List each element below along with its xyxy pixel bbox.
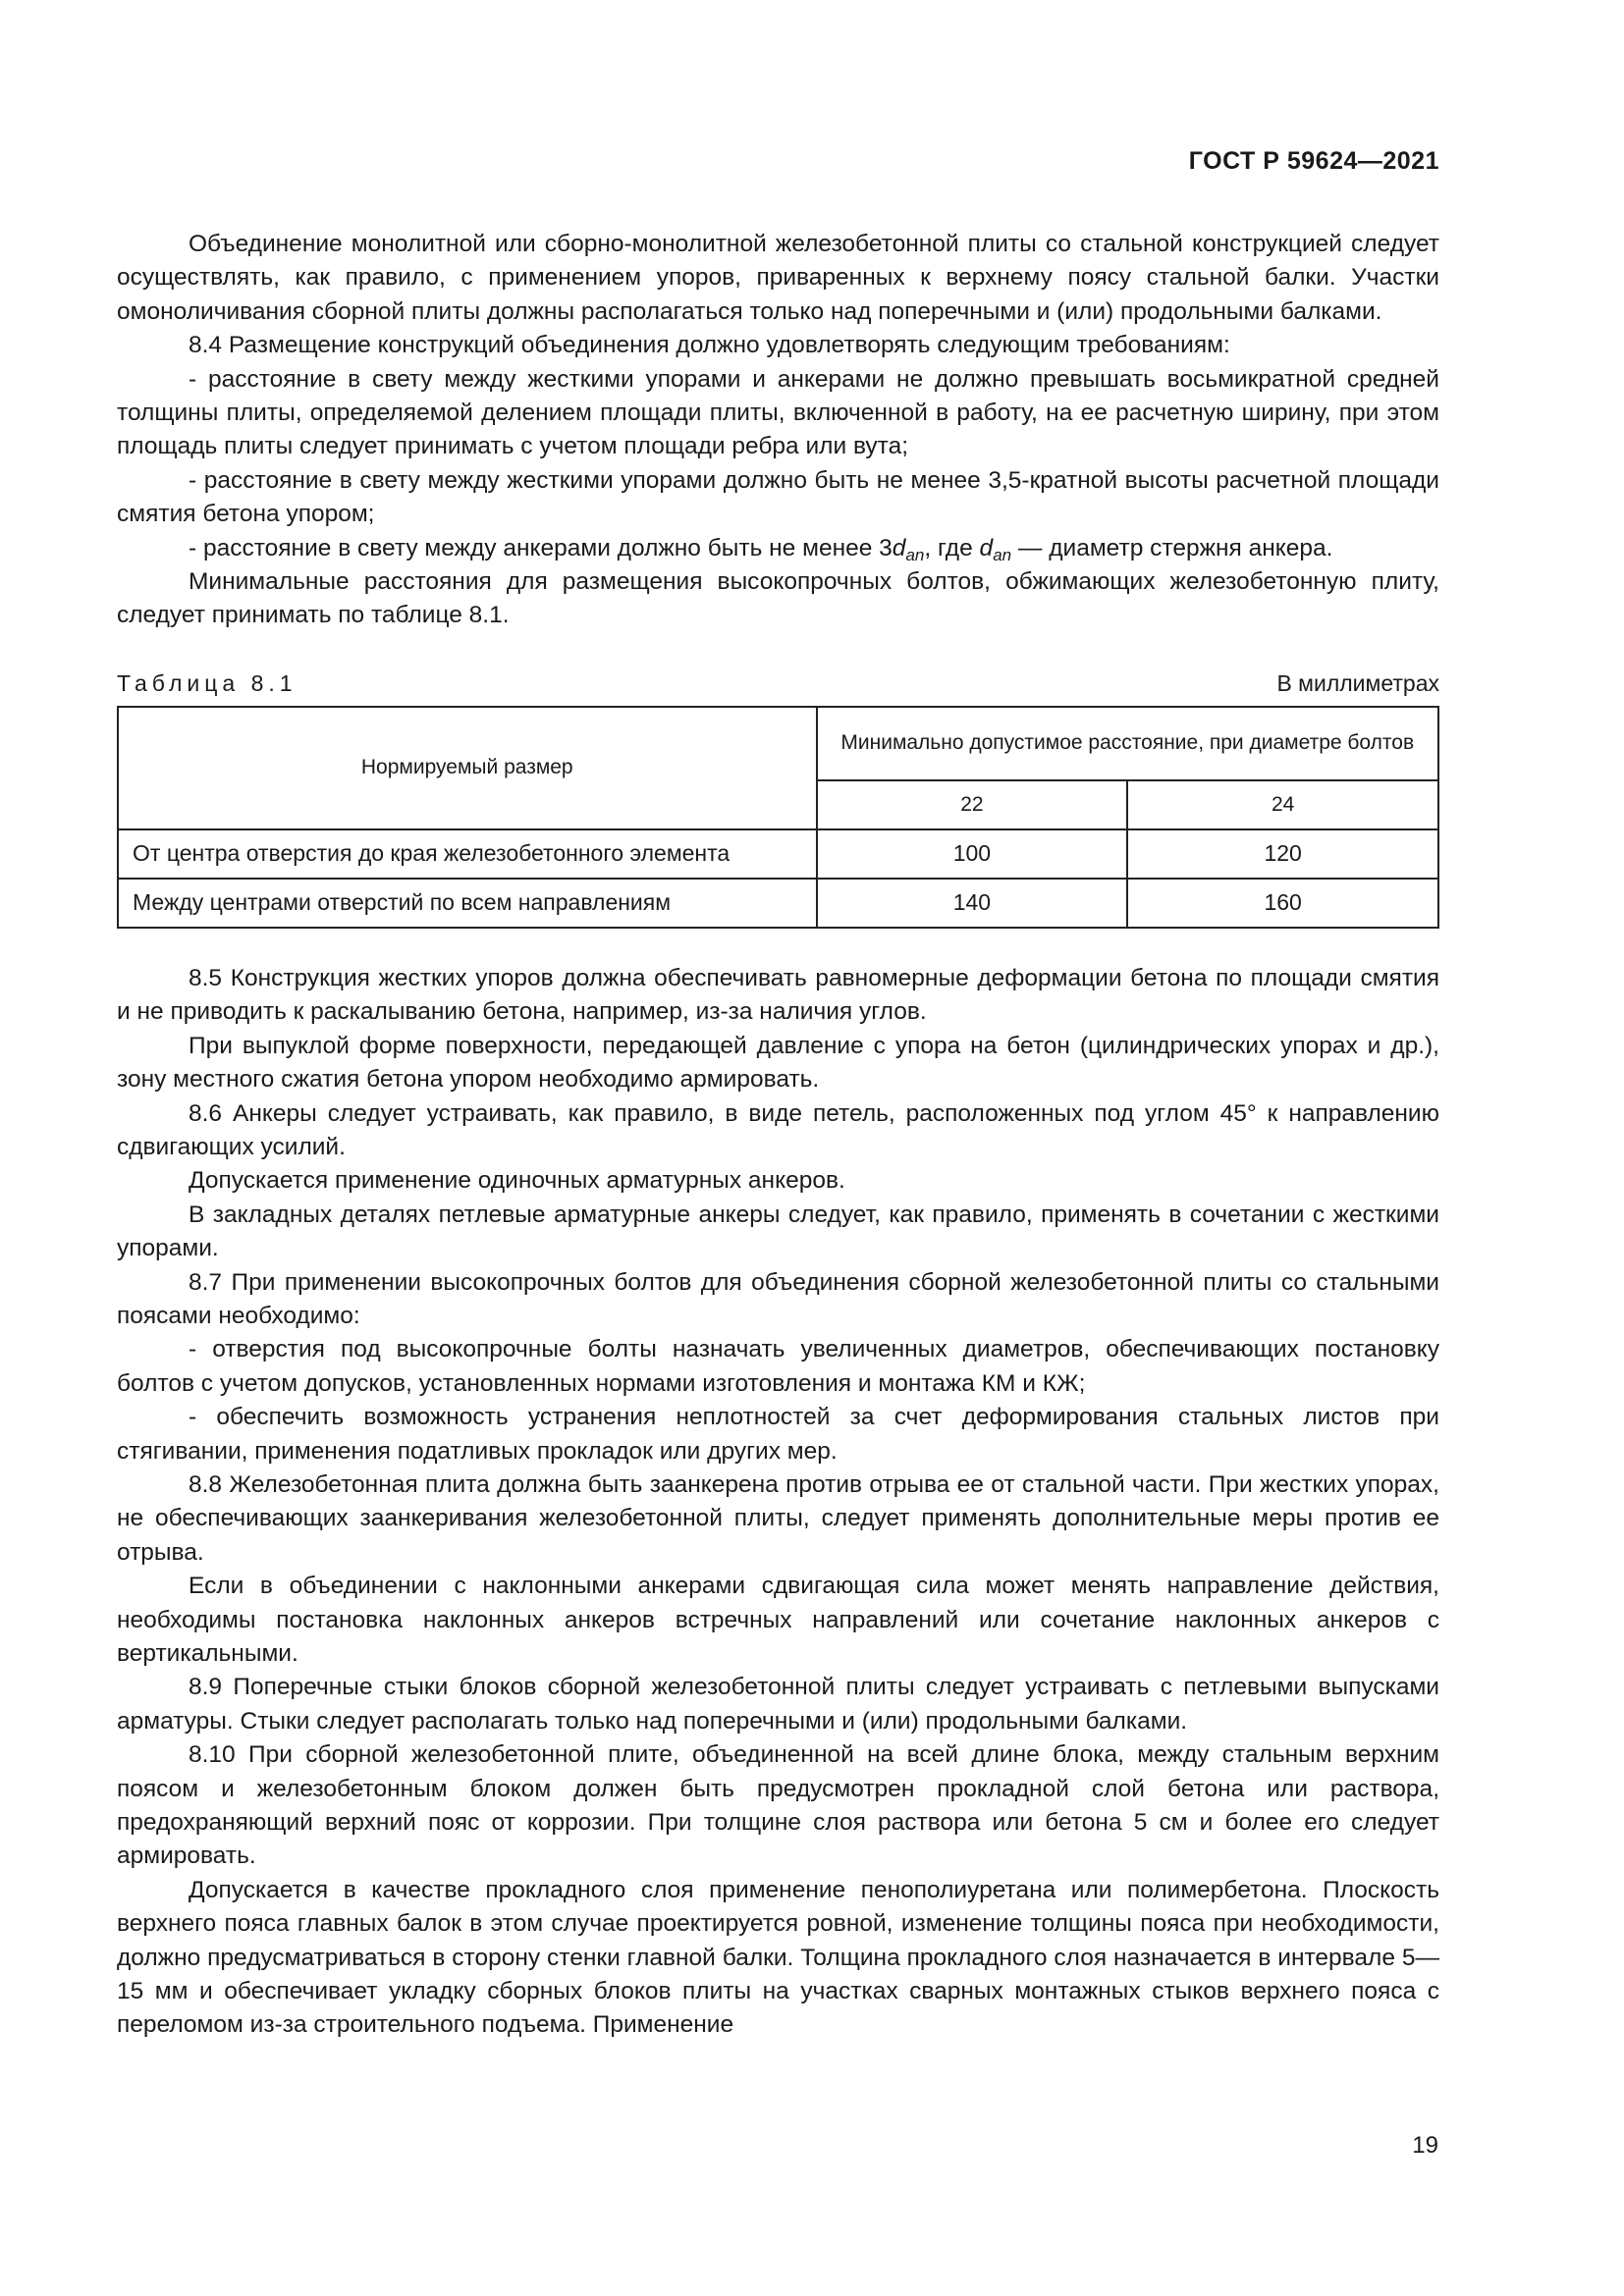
paragraph: - отверстия под высокопрочные болты назначать увеличенных диаметров, обеспечивающих постановку болтов с учетом допусков, установленных нормами изготовления и монтажа КМ и КЖ; — [117, 1336, 1439, 1397]
table-cell-value: 160 — [1127, 879, 1438, 928]
table-cell-label: От центра отверстия до края железобетонного элемента — [118, 829, 817, 879]
paragraph: 8.5 Конструкция жестких упоров должна обеспечивать равномерные деформации бетона по площади смятия и не приводить к раскалыванию бетона, например, из-за наличия углов. — [117, 964, 1439, 1026]
table-units: В миллиметрах — [1276, 669, 1439, 696]
document-header: ГОСТ Р 59624—2021 — [1188, 147, 1439, 175]
table-row — [118, 879, 1438, 928]
table-cell-label: Между центрами отверстий по всем направлениям — [118, 879, 817, 928]
paragraph: Объединение монолитной или сборно-монолитной железобетонной плиты со стальной конструкцией следует осуществлять, как правило, с применением упоров, приваренных к верхнему поясу стальной балки. Участки омоноличивания сборной плиты должны располагаться только над поперечными и (или) продольными балками. — [117, 231, 1439, 325]
paragraph: 8.9 Поперечные стыки блоков сборной железобетонной плиты следует устраивать с петлевыми выпусками арматуры. Стыки следует располагать только над поперечными и (или) продольными балками. — [117, 1674, 1439, 1735]
paragraph: Минимальные расстояния для размещения высокопрочных болтов, обжимающих железобетонную плиту, следует принимать по таблице 8.1. — [117, 568, 1439, 629]
paragraph: Допускается применение одиночных арматурных анкеров. — [189, 1167, 845, 1195]
table-header-param: Нормируемый размер — [118, 707, 817, 829]
table-caption-row — [117, 668, 1439, 698]
paragraph: 8.4 Размещение конструкций объединения должно удовлетворять следующим требованиям: — [189, 332, 1230, 359]
table-cell-value: 140 — [817, 879, 1128, 928]
table-8-1 — [117, 706, 1439, 929]
table-row — [118, 829, 1438, 879]
paragraph: Если в объединении с наклонными анкерами сдвигающая сила может менять направление действия, необходимы постановка наклонных анкеров встречных направлений или сочетание наклонных анкеров с вертикальными. — [117, 1573, 1439, 1667]
paragraph: Допускается в качестве прокладного слоя применение пенополиуретана или полимербетона. Плоскость верхнего пояса главных балок в этом случае проектируется ровной, изменение толщины пояса при необходимости, должно предусматриваться в сторону стенки главной балки. Толщина прокладного слоя назначается в интервале 5—15 мм и обеспечивает укладку сборных блоков плиты на участках сварных монтажных стыков верхнего пояса с переломом из-за строительного подъема. Применение — [117, 1876, 1439, 2039]
paragraph: 8.7 При применении высокопрочных болтов для объединения сборной железобетонной плиты со стальными поясами необходимо: — [117, 1268, 1439, 1329]
paragraph: - обеспечить возможность устранения неплотностей за счет деформирования стальных листов при стягивании, применения податливых прокладок или других мер. — [117, 1404, 1439, 1465]
table-header-col-22: 22 — [817, 780, 1128, 829]
paragraph: - расстояние в свету между жесткими упорами и анкерами не должно превышать восьмикратной средней толщины плиты, определяемой делением площади плиты, включенной в работу, на ее расчетную ширину, при этом площадь плиты следует принимать с учетом площади ребра или вута; — [117, 365, 1439, 460]
section-after-table — [117, 962, 1439, 2043]
table-header-group: Минимально допустимое расстояние, при диаметре болтов — [817, 707, 1438, 780]
table-cell-value: 120 — [1127, 829, 1438, 879]
table-caption: Таблица 8.1 — [117, 669, 298, 696]
document-body — [117, 228, 1439, 2043]
table-header-col-24: 24 — [1127, 780, 1438, 829]
paragraph: 8.6 Анкеры следует устраивать, как правило, в виде петель, расположенных под углом 45° к направлению сдвигающих усилий. — [117, 1099, 1439, 1160]
paragraph: При выпуклой форме поверхности, передающей давление с упора на бетон (цилиндрических упорах и др.), зону местного сжатия бетона упором необходимо армировать. — [117, 1032, 1439, 1094]
paragraph: 8.8 Железобетонная плита должна быть заанкерена против отрыва ее от стальной части. При жестких упорах, не обеспечивающих заанкеривания железобетонной плиты, следует применять дополнительные меры против ее отрыва. — [117, 1470, 1439, 1566]
table-cell-value: 100 — [817, 829, 1128, 879]
paragraph: - расстояние в свету между жесткими упорами должно быть не менее 3,5-кратной высоты расчетной площади смятия бетона упором; — [117, 466, 1439, 528]
paragraph: В закладных деталях петлевые арматурные анкеры следует, как правило, применять в сочетании с жесткими упорами. — [117, 1201, 1439, 1262]
paragraph: 8.10 При сборной железобетонной плите, объединенной на всей длине блока, между стальным верхним поясом и железобетонным блоком должен быть предусмотрен прокладной слой бетона или раствора, предохраняющий верхний пояс от коррозии. При толщине слоя раствора или бетона 5 см и более его следует армировать. — [117, 1741, 1439, 1870]
page-number: 19 — [1412, 2132, 1438, 2159]
paragraph-anchor-distance: - расстояние в свету между анкерами должно быть не менее $3d_{an}$, где $d_{an}$ — диаметр стержня анкера. — [189, 534, 1333, 564]
